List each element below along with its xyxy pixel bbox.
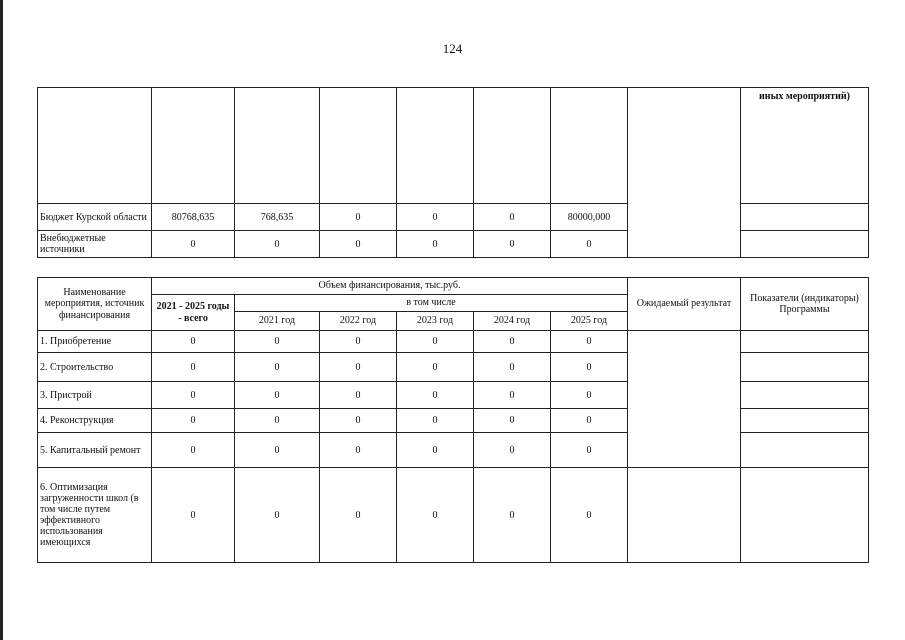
value-cell: 0 (397, 409, 474, 433)
value-cell: 80000,000 (551, 204, 628, 231)
row-name: 1. Приобретение (38, 331, 152, 353)
value-cell: 0 (474, 468, 551, 563)
value-cell: 0 (551, 468, 628, 563)
value-cell: 0 (152, 433, 235, 468)
table-row (38, 468, 869, 563)
header-year: 2022 год (320, 312, 397, 331)
value-cell: 0 (235, 231, 320, 258)
value-cell: 0 (320, 204, 397, 231)
header-year: 2023 год (397, 312, 474, 331)
budget-continuation-table (37, 87, 869, 258)
header-result: Ожидаемый результат (628, 278, 741, 331)
page-number: 124 (442, 41, 463, 56)
row-name: 3. Пристрой (38, 382, 152, 409)
row-name: 6. Оптимизация загруженности школ (в том числе путем эффективного использования имеющихся (38, 468, 152, 563)
table-row (38, 353, 869, 382)
value-cell: 0 (152, 231, 235, 258)
funding-table (37, 277, 869, 563)
value-cell: 80768,635 (152, 204, 235, 231)
header-indicators: Показатели (индикаторы) Программы (741, 278, 869, 331)
result-cell (628, 468, 741, 563)
header-total: 2021 - 2025 годы - всего (152, 295, 235, 331)
value-cell: 768,635 (235, 204, 320, 231)
indicators-cell: иных мероприятий) (741, 88, 869, 204)
indicator-cell (741, 331, 869, 353)
table-row (38, 409, 869, 433)
result-cell (628, 331, 741, 468)
row-name: Бюджет Курской области (38, 204, 152, 231)
value-cell: 0 (397, 433, 474, 468)
indicator-cell (741, 468, 869, 563)
value-cell: 0 (474, 331, 551, 353)
table-row (38, 433, 869, 468)
header-year: 2025 год (551, 312, 628, 331)
value-cell: 0 (320, 382, 397, 409)
indicator-cell (741, 353, 869, 382)
value-cell: 0 (551, 409, 628, 433)
table-row (38, 231, 869, 258)
header-year: 2024 год (474, 312, 551, 331)
row-name: 4. Реконструкция (38, 409, 152, 433)
value-cell: 0 (320, 409, 397, 433)
value-cell: 0 (474, 204, 551, 231)
value-cell: 0 (551, 382, 628, 409)
value-cell: 0 (474, 433, 551, 468)
value-cell: 0 (235, 382, 320, 409)
value-cell: 0 (551, 433, 628, 468)
header-funding: Объем финансирования, тыс.руб. (152, 278, 628, 295)
header-name: Наименование мероприятия, источник финансирования (38, 278, 152, 331)
indicator-cell (741, 409, 869, 433)
value-cell: 0 (152, 409, 235, 433)
indicator-cell (741, 433, 869, 468)
row-name: Внебюджетные источники (38, 231, 152, 258)
row-name: 5. Капитальный ремонт (38, 433, 152, 468)
header-including: в том числе (235, 295, 628, 312)
indicator-cell (741, 382, 869, 409)
row-name: 2. Строительство (38, 353, 152, 382)
value-cell: 0 (397, 204, 474, 231)
table-row (38, 204, 869, 231)
value-cell: 0 (152, 331, 235, 353)
value-cell: 0 (320, 331, 397, 353)
table-row (38, 331, 869, 353)
value-cell: 0 (320, 231, 397, 258)
value-cell: 0 (235, 433, 320, 468)
value-cell: 0 (320, 468, 397, 563)
result-cell (628, 88, 741, 258)
header-year: 2021 год (235, 312, 320, 331)
name-cell (38, 88, 152, 204)
value-cell: 0 (397, 382, 474, 409)
table-row (38, 382, 869, 409)
value-cell: 0 (474, 382, 551, 409)
value-cell: 0 (235, 353, 320, 382)
value-cell: 0 (397, 331, 474, 353)
value-cell: 0 (320, 353, 397, 382)
value-cell: 0 (235, 331, 320, 353)
value-cell: 0 (152, 468, 235, 563)
value-cell: 0 (397, 353, 474, 382)
value-cell: 0 (551, 353, 628, 382)
value-cell: 0 (152, 353, 235, 382)
value-cell: 0 (397, 468, 474, 563)
page-left-edge (0, 0, 3, 640)
value-cell: 0 (474, 231, 551, 258)
value-cell: 0 (320, 433, 397, 468)
value-cell: 0 (397, 231, 474, 258)
value-cell: 0 (474, 353, 551, 382)
value-cell: 0 (551, 331, 628, 353)
value-cell: 0 (152, 382, 235, 409)
value-cell: 0 (235, 409, 320, 433)
value-cell: 0 (235, 468, 320, 563)
value-cell: 0 (551, 231, 628, 258)
value-cell: 0 (474, 409, 551, 433)
